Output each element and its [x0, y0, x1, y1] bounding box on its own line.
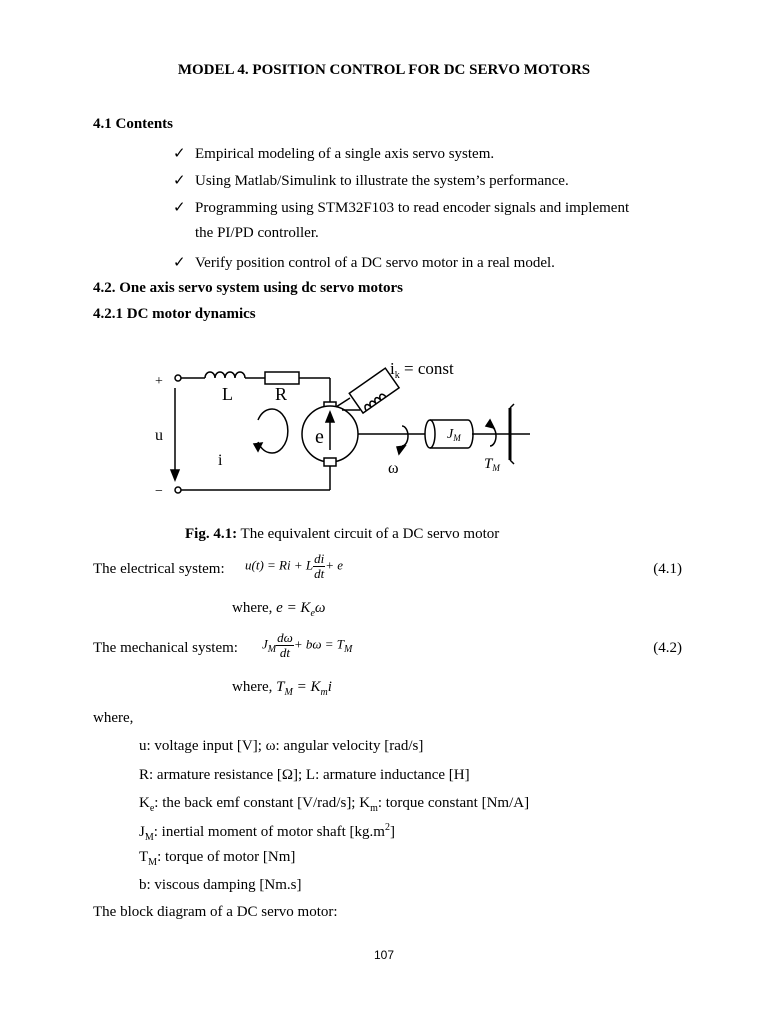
- checkmark-icon: ✓: [173, 173, 186, 189]
- ik-label: $i_k$ = const: [390, 359, 454, 381]
- variable-def: $J_M$: inertial moment of motor shaft $[kg.m^2]$: [139, 822, 395, 843]
- electrical-label: The electrical system:: [93, 561, 225, 577]
- inductor-symbol: [205, 372, 245, 378]
- list-item-continuation: the PI/PD controller.: [195, 225, 319, 241]
- list-item-text: Verify position control of a DC servo motor in a real model.: [195, 255, 555, 271]
- e-label: e: [315, 426, 324, 448]
- plus-label: +: [155, 374, 163, 389]
- variable-def: b: viscous damping [Nm.s]: [139, 877, 302, 893]
- list-item: [173, 198, 629, 217]
- checkmark-icon: ✓: [173, 255, 186, 271]
- section-heading-42: 4.2. One axis servo system using dc servo motors: [93, 280, 403, 296]
- dc-motor-circuit-diagram: [150, 350, 550, 510]
- section-heading-421: 4.2.1 DC motor dynamics: [93, 306, 256, 322]
- variable-def: $K_e$: the back emf constant [V/rad/s]; $K_m$: torque constant [Nm/A]: [139, 795, 530, 814]
- list-item: [173, 144, 494, 163]
- mechanical-equation: $J_M$ $\frac{d\omega}{dt}$ + $b\omega = T_M$: [262, 630, 353, 660]
- figure-caption: Fig. 4.1: The equivalent circuit of a DC servo motor: [185, 526, 500, 542]
- tm-label: $T_M$: [484, 456, 500, 473]
- checkmark-icon: ✓: [173, 146, 186, 162]
- u-label: u: [155, 427, 163, 444]
- fraction: $\frac{di}{dt}$: [314, 551, 325, 581]
- electrical-where: where, $e = K_e\omega$: [232, 600, 326, 619]
- page-number: 107: [373, 948, 395, 962]
- equation-number: (4.1): [653, 561, 682, 577]
- checkmark-icon: ✓: [173, 200, 186, 216]
- list-item-text: Using Matlab/Simulink to illustrate the system’s performance.: [195, 173, 569, 189]
- R-label: R: [275, 384, 288, 404]
- minus-label: −: [155, 484, 163, 499]
- L-label: L: [222, 384, 233, 404]
- i-label: i: [218, 452, 223, 469]
- resistor-symbol: [265, 372, 299, 384]
- variable-def: $T_M$: torque of motor [Nm]: [139, 849, 296, 868]
- list-item-text: Programming using STM32F103 to read encoder signals and implement: [195, 200, 630, 216]
- section-heading-contents: 4.1 Contents: [93, 116, 174, 132]
- page-title: MODEL 4. POSITION CONTROL FOR DC SERVO MOTORS: [177, 62, 591, 78]
- list-item: [173, 253, 555, 272]
- list-item: [173, 171, 569, 190]
- equation-number: (4.2): [653, 640, 682, 656]
- mechanical-where: where, $T_M = K_mi$: [232, 679, 332, 698]
- fraction: $\frac{d\omega}{dt}$: [277, 630, 293, 660]
- jm-label: $J_M$: [447, 427, 461, 443]
- variable-def: u: voltage input [V]; ω: angular velocity [rad/s]: [139, 738, 424, 754]
- mechanical-label: The mechanical system:: [93, 640, 238, 656]
- where-label: where,: [93, 710, 134, 726]
- variable-def: R: armature resistance [Ω]; L: armature inductance [H]: [139, 767, 470, 783]
- list-item-text: Empirical modeling of a single axis servo system.: [195, 146, 495, 162]
- electrical-equation: u(t) = Ri + L $\frac{di}{dt}$ + e: [245, 551, 344, 581]
- omega-label: ω: [388, 460, 399, 477]
- block-diagram-intro: The block diagram of a DC servo motor:: [93, 904, 338, 920]
